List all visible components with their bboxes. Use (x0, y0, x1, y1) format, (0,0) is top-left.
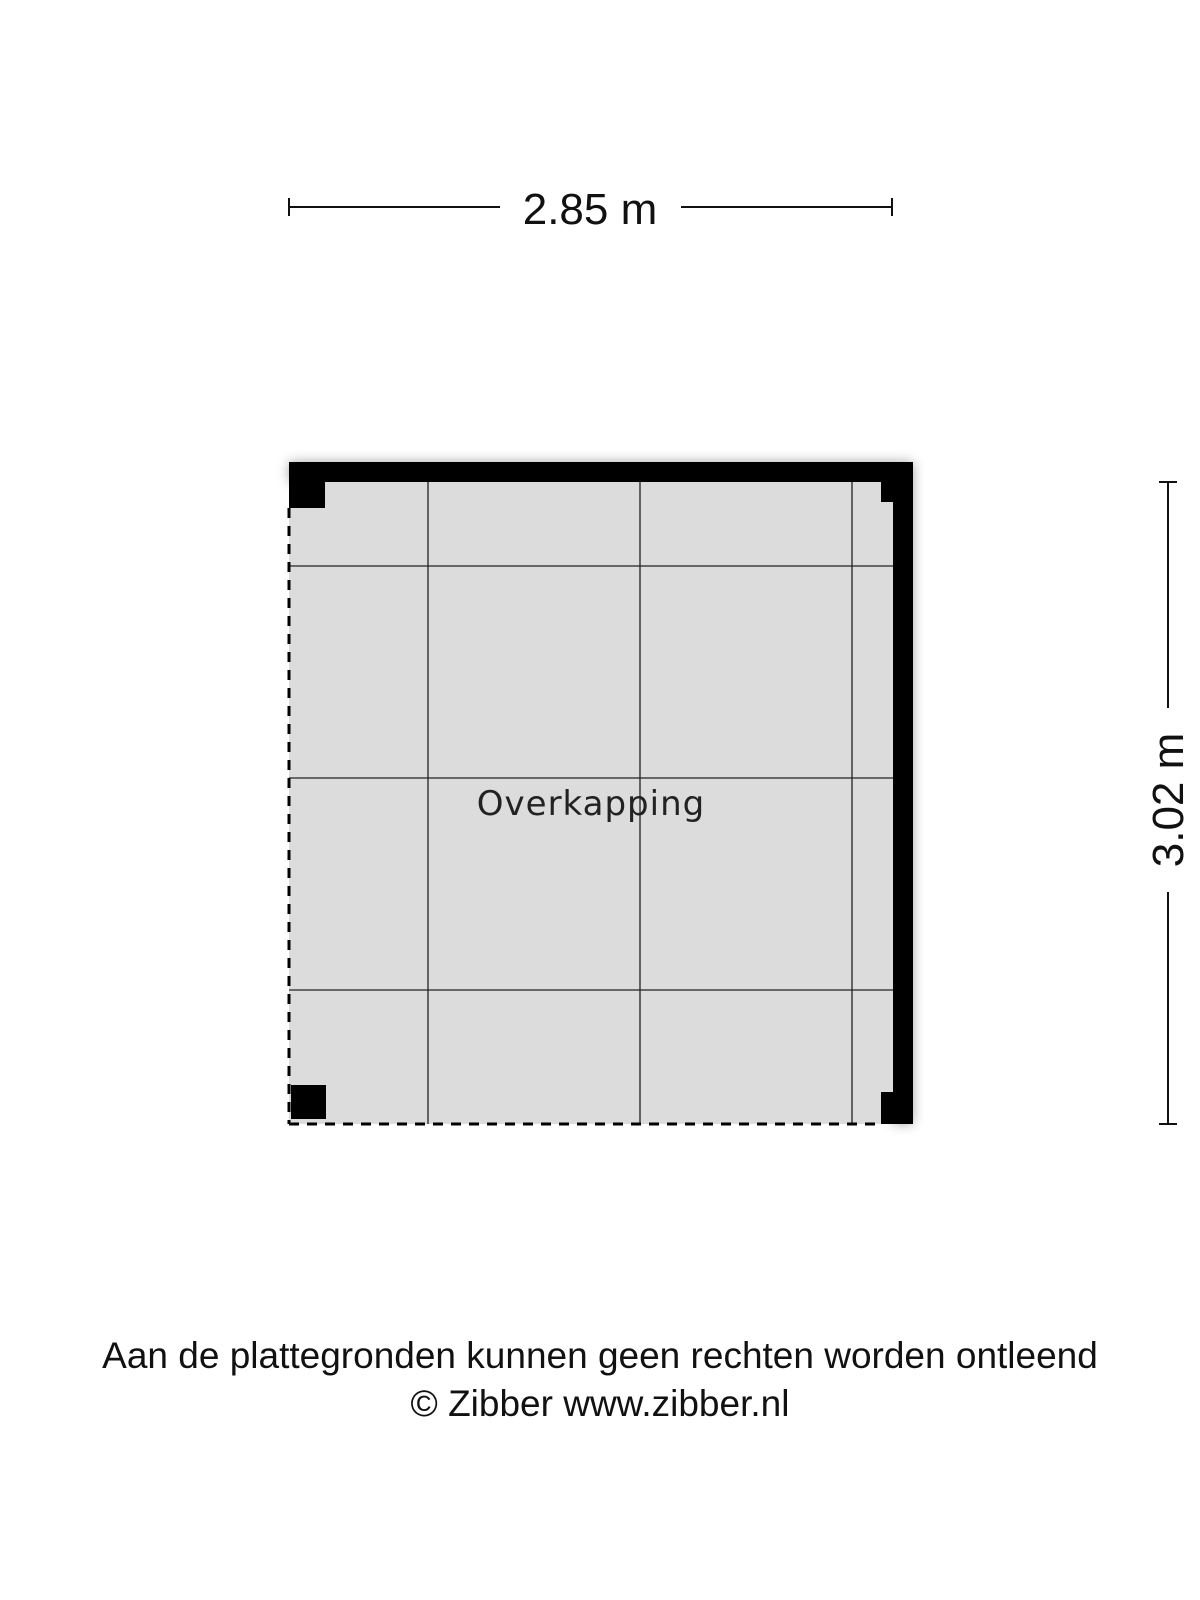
height-dimension-label: 3.02 m (1144, 732, 1193, 868)
right-wall (893, 462, 913, 1124)
width-dimension (289, 185, 892, 234)
room-label: Overkapping (476, 784, 706, 824)
width-dimension-label: 2.85 m (522, 185, 658, 234)
top-left-column (289, 462, 325, 508)
top-right-column-notch (881, 482, 895, 502)
copyright-text: © Zibber www.zibber.nl (410, 1383, 790, 1424)
bottom-right-column (881, 1092, 913, 1124)
bottom-left-column (291, 1085, 326, 1119)
disclaimer-text: Aan de plattegronden kunnen geen rechten worden ontleend (102, 1335, 1098, 1376)
top-wall (289, 462, 913, 482)
height-dimension (1144, 482, 1193, 1124)
